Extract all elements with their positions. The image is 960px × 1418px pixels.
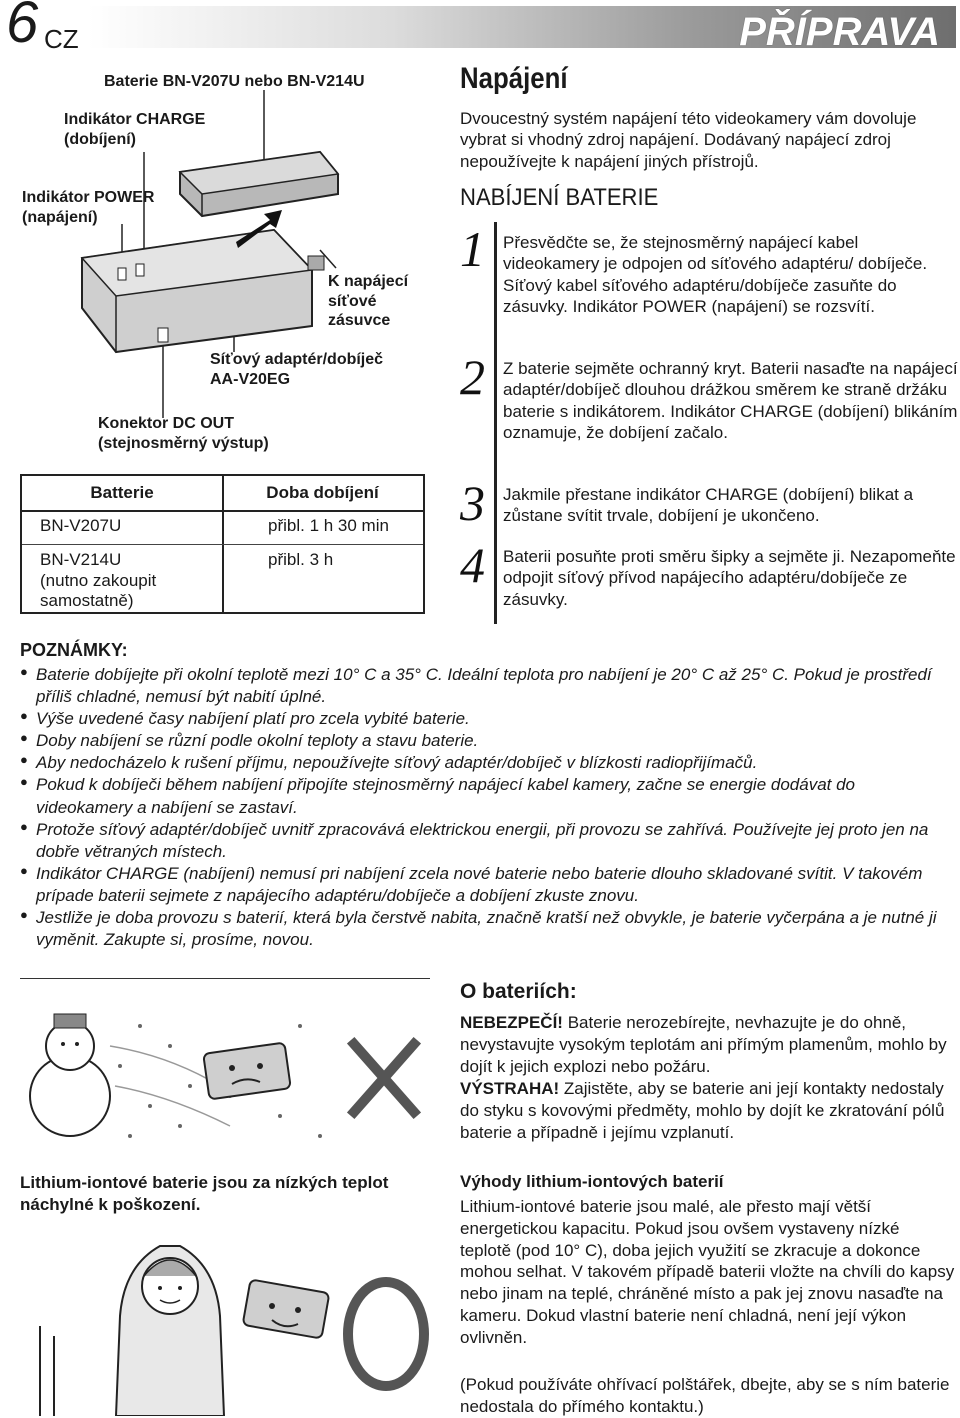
table-header-time: Doba dobíjení xyxy=(222,476,423,512)
danger-label: NEBEZPEČÍ! xyxy=(460,1013,563,1032)
table-cell-battery: BN-V214U (nutno zakoupit samostatně) xyxy=(40,550,157,611)
table-cell-time: přibl. 3 h xyxy=(268,550,334,569)
header-bar xyxy=(88,6,956,54)
cold-warning-caption: Lithium-iontové baterie jsou za nízkých teplot náchylné k poškození. xyxy=(20,1173,389,1215)
power-intro: Dvoucestný systém napájení této videokamery vám dovoluje vybrat si vhodný zdroj napájení. Dodávaný napájecí zdroj nepoužívejte k napájení jiných přístrojů. xyxy=(460,109,917,171)
advantages-paragraph: Lithium-iontové baterie jsou malé, ale přesto mají větší energetickou kapacitu. Pokud jsou ovšem vystaveny nízké teplotě (pod 10° C), doba jejich využití se zkracuje a dokonce mohou selhat. V takovém případě baterii vložte na chvíli do kapsy nebo jinam na teplé, chráněné místo a pak jej znovu nasaďte na kameru. Dokud vlastní baterie není chladná, není její výkon ovlivněn. xyxy=(460,1197,955,1347)
step-text: Přesvědčte se, že stejnosměrný napájecí kabel videokamery je odpojen od síťového adaptéru/ dobíječe. Síťový kabel síťového adaptéru/dobíječe zasuňte do zásuvky. Indikátor POWER (napájení) se rozsvítí. xyxy=(503,233,928,317)
list-item: ● Doby nabíjení se různí podle okolní teploty a stavu baterie. xyxy=(20,730,950,752)
step-number: 4 xyxy=(460,537,485,593)
table-cell-time: přibl. 1 h 30 min xyxy=(268,516,389,535)
charging-heading: NABÍJENÍ BATERIE xyxy=(460,184,659,211)
table-row-divider xyxy=(22,544,222,545)
table-column-battery xyxy=(22,476,224,612)
warning-text: Zajistěte, aby se baterie ani její kontakty nedostaly do styku s kovovými předměty, mohlo by dojít ke zkratování pólů baterie a případně i jejímu vzplanutí. xyxy=(460,1079,945,1142)
list-item: ● Protože síťový adaptér/dobíječ uvnitř zpracovává elektrickou energii, při provozu se zahřívá. Používejte jej proto jen na dobře větraných místech. xyxy=(20,819,950,863)
list-item: ● Výše uvedené časy nabíjení platí pro zcela vybité baterie. xyxy=(20,708,950,730)
notes-heading: POZNÁMKY: xyxy=(20,640,128,660)
step-number: 3 xyxy=(460,475,485,531)
list-item: ● Aby nedocházelo k rušení příjmu, nepoužívejte síťový adaptér/dobíječ v blízkosti radiopřijímačů. xyxy=(20,752,950,774)
table-column-time xyxy=(222,476,423,612)
warning-label: VÝSTRAHA! xyxy=(460,1079,560,1098)
charge-indicator-label: Indikátor CHARGE (dobíjení) xyxy=(64,111,206,148)
table-cell-battery: BN-V207U xyxy=(40,516,122,535)
power-heading: Napájení xyxy=(460,62,568,95)
heater-note: (Pokud používáte ohřívací polštářek, dbejte, aby se s ním baterie nedostala do přímého kontaktu.) xyxy=(460,1375,950,1416)
power-indicator-label: Indikátor POWER (napájení) xyxy=(22,189,155,226)
step-number: 1 xyxy=(460,221,485,277)
outlet-label: K napájecí síťové zásuvce xyxy=(328,273,409,330)
adapter-label: Síťový adaptér/dobíječ AA-V20EG xyxy=(210,351,384,388)
charger-illustration xyxy=(20,90,440,470)
danger-paragraph xyxy=(460,1012,955,1077)
charging-time-table xyxy=(20,474,425,614)
skier-illustration xyxy=(20,1226,430,1416)
advantages-heading: Výhody lithium-iontových baterií xyxy=(460,1172,724,1191)
danger-text: Baterie nerozebírejte, nevhazujte je do ohně, nevystavujte vysokým teplotám ani přímým plamenům, mohlo by dojít k jejich explozi nebo požáru. xyxy=(460,1013,947,1076)
list-item: ● Jestliže je doba provozu s baterií, která byla čerstvě nabita, značně kratší než obvykle, je baterie vyčerpána a je nutné ji vyměnit. Zakupte si, prosíme, novou. xyxy=(20,907,950,951)
step-text: Jakmile přestane indikátor CHARGE (dobíjení) blikat a zůstane svítit trvale, dobíjení je ukončeno. xyxy=(503,485,914,526)
batteries-heading: O bateriích: xyxy=(460,980,577,1003)
steps-divider xyxy=(494,222,497,624)
list-item: ● Pokud k dobíječi během nabíjení připojíte stejnosměrný napájecí kabel kamery, začne se energie dodávat do videokamery a nabíjení se zastaví. xyxy=(20,774,950,818)
table-header-battery: Batterie xyxy=(22,476,222,512)
language-code: CZ xyxy=(44,24,79,54)
list-item: ● Baterie dobíjejte při okolní teplotě mezi 10° C a 35° C. Ideální teplota pro nabíjení je 20° C až 25° C. Pokud je prostředí příliš chladné, nemusí být nabití úplné. xyxy=(20,664,950,708)
table-row-divider xyxy=(222,544,423,545)
divider xyxy=(20,978,430,979)
dc-out-label: Konektor DC OUT (stejnosměrný výstup) xyxy=(98,415,269,452)
page-number: 6 xyxy=(6,0,39,55)
warning-paragraph xyxy=(460,1078,955,1143)
battery-model-label: Baterie BN-V207U nebo BN-V214U xyxy=(104,73,365,90)
step-text: Baterii posuňte proti směru šipky a sejměte ji. Nezapomeňte odpojit síťový přívod napájecího adaptéru/dobíječe ze zásuvky. xyxy=(503,547,956,609)
step-number: 2 xyxy=(460,349,485,405)
list-item: ● Indikátor CHARGE (nabíjení) nemusí pri nabíjení zcela nové baterie nebo baterie dlouho skladované svítit. V takovém prípade baterii sejmete z napájecího adaptéru/dobíječe a dobíjení zkuste znovu. xyxy=(20,863,950,907)
step-text: Z baterie sejměte ochranný kryt. Baterii nasaďte na napájecí adaptér/dobíječ dlouhou drážkou směrem ke straně držáku baterie s indikátorem. Indikátor CHARGE (dobíjení) blikáním oznamuje, že dobíjení začalo. xyxy=(503,359,958,443)
notes-list xyxy=(20,664,950,951)
snowman-illustration xyxy=(20,986,430,1166)
section-title: PŘÍPRAVA xyxy=(739,10,940,54)
